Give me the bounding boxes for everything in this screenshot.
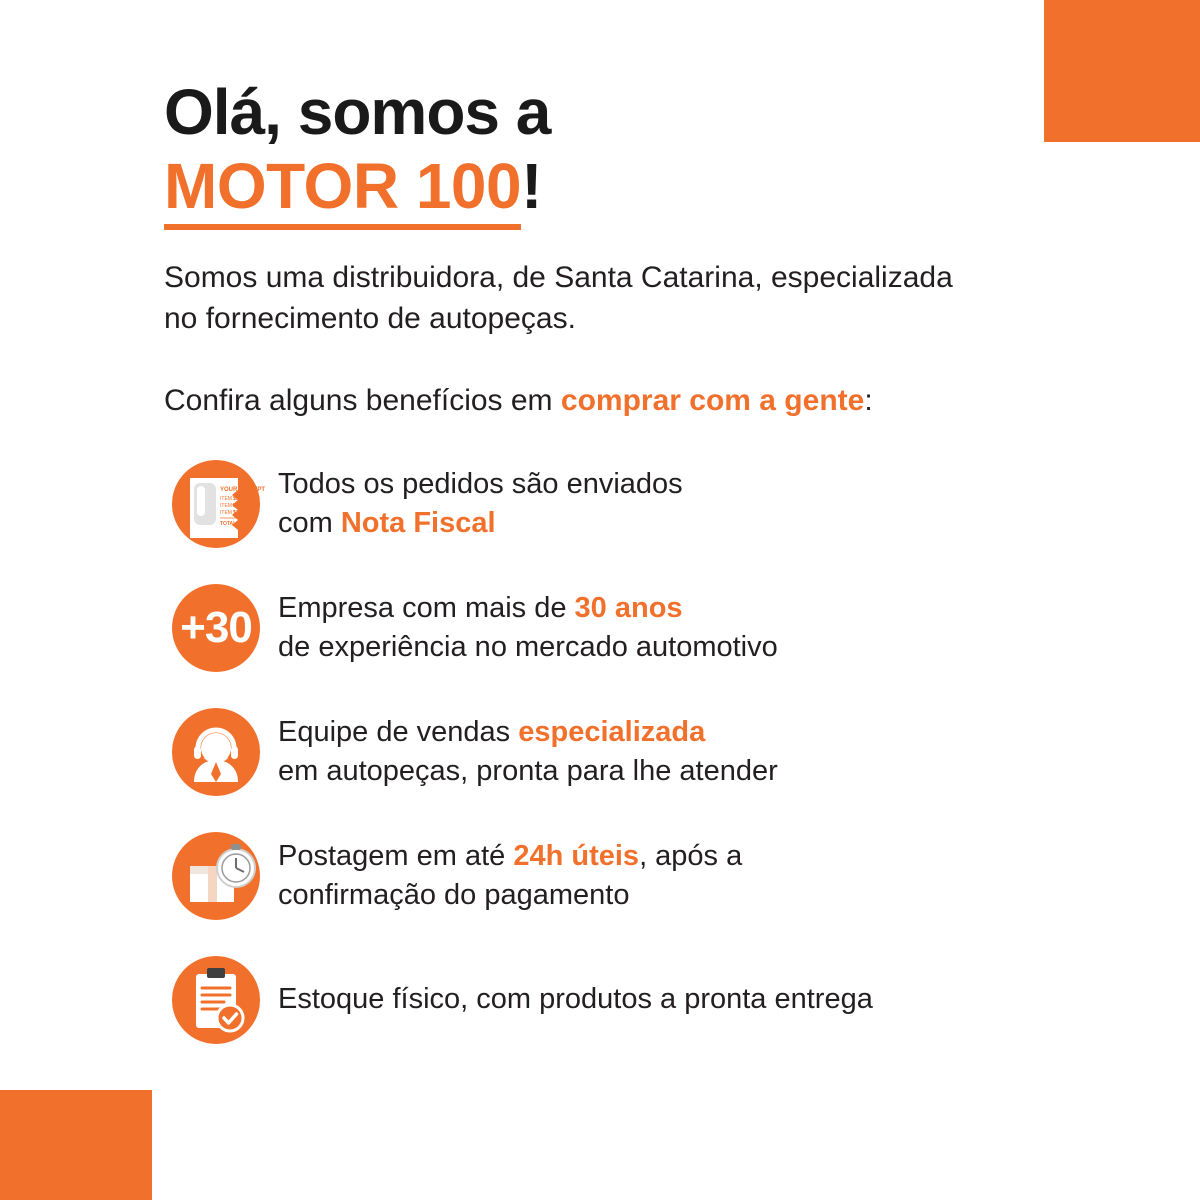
svg-text:ITEM 1: ITEM 1 [220,495,237,502]
benefit-4-line1-suffix: , após a [639,840,743,873]
benefits-lead-suffix: : [864,383,873,417]
benefits-lead-highlight: comprar com a gente [560,383,865,417]
clipboard-check-icon [164,952,268,1048]
svg-text:TOTAL $0.00: TOTAL $0.00 [220,520,251,527]
list-item [164,952,1064,1048]
benefit-text [278,713,778,790]
benefit-3-line2: em autopeças, pronta para lhe atender [278,754,778,787]
benefit-text [278,837,742,914]
svg-text:$29.55: $29.55 [232,509,248,516]
svg-text:ITEM 1: ITEM 1 [220,502,237,509]
benefit-3-line1-prefix: Equipe de vendas [278,716,519,749]
benefit-4-line1-prefix: Postagem em até [278,840,514,873]
benefit-text [278,465,683,542]
benefit-1-highlight: Nota Fiscal [340,506,496,539]
headline-line-1: Olá, somos a [164,76,551,148]
svg-text:ITEM 1: ITEM 1 [220,509,237,516]
headline-exclamation: ! [521,150,542,223]
badge-label: +30 [180,602,252,652]
benefits-lead [164,380,1064,422]
headset-agent-icon [164,704,268,800]
benefit-5-line1: Estoque físico, com produtos a pronta entrega [278,983,873,1016]
benefit-3-highlight: especializada [518,716,706,749]
list-item [164,580,1064,676]
plus-thirty-badge-icon [164,580,268,676]
benefit-1-line1: Todos os pedidos são enviados [278,468,683,501]
benefit-1-line2-prefix: com [278,506,341,539]
svg-text:YOUR RECEIPT: YOUR RECEIPT [220,486,266,493]
intro-paragraph: Somos uma distribuidora, de Santa Catarina, especializada no fornecimento de autopeças. [164,260,953,336]
benefit-2-line2: de experiência no mercado automotivo [278,630,778,663]
benefit-4-highlight: 24h úteis [513,840,640,873]
content-area [164,78,1064,1076]
decorative-corner-bottom-left [0,1090,152,1200]
receipt-icon [164,456,268,552]
list-item [164,828,1064,924]
list-item [164,704,1064,800]
box-stopwatch-icon [164,828,268,924]
brand-name: MOTOR 100 [164,150,521,230]
headline-line-2 [164,151,1064,223]
decorative-corner-top-right [1044,0,1200,142]
svg-text:$29.55: $29.55 [232,502,248,509]
benefit-text [278,980,873,1018]
benefits-lead-prefix: Confira alguns benefícios em [164,383,561,417]
benefit-4-line2: confirmação do pagamento [278,878,630,911]
svg-text:$29.55: $29.55 [232,495,248,502]
benefit-2-line1-prefix: Empresa com mais de [278,592,575,625]
benefit-text [278,589,778,666]
list-item [164,456,1064,552]
benefit-2-highlight: 30 anos [574,592,683,625]
benefits-list [164,456,1064,1048]
